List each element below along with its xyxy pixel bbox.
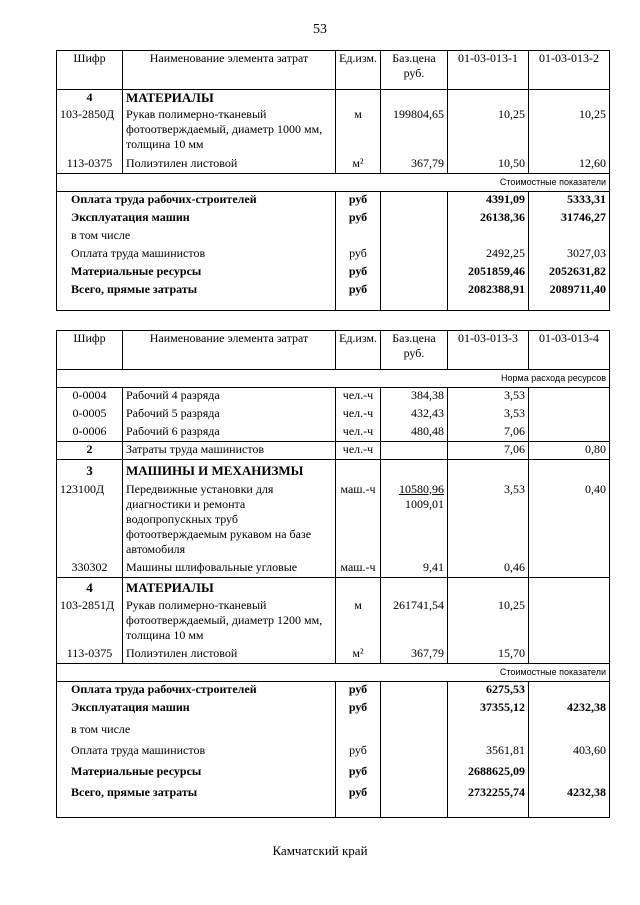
summary-value-b: 4232,38 (529, 700, 610, 722)
cell-value-a: 3,53 (448, 388, 529, 406)
cell-code: 113-0375 (57, 156, 123, 174)
cell-code: 330302 (57, 560, 123, 578)
cell-name: МАТЕРИАЛЫ (123, 578, 336, 598)
cell-name: Рукав полимерно-тканевый фотоотверждаемый, диаметр 1200 мм, толщина 10 мм (123, 598, 336, 646)
cell-name: Затраты труда машинистов (123, 442, 336, 460)
cell-value-b: 12,60 (529, 156, 610, 174)
header-col-b: 01-03-013-2 (529, 51, 610, 90)
header-col-b: 01-03-013-4 (529, 331, 610, 370)
cell-value-b (529, 388, 610, 406)
cell-unit: чел.-ч (336, 424, 381, 442)
cell-code: 3 (57, 460, 123, 482)
cell-value-a: 7,06 (448, 442, 529, 460)
summary-value-a: 2082388,91 (448, 282, 529, 300)
cost-table-2 (56, 330, 610, 818)
price-value-2: 1009,01 (405, 496, 444, 511)
cell-price (381, 482, 448, 560)
summary-name: в том числе (57, 228, 336, 246)
summary-value-a: 2492,25 (448, 246, 529, 264)
summary-row (57, 785, 610, 807)
header-code: Шифр (57, 331, 123, 370)
summary-row (57, 228, 610, 246)
summary-unit: руб (336, 282, 381, 300)
summary-row (57, 743, 610, 764)
cell-price: 432,43 (381, 406, 448, 424)
summary-value-a: 3561,81 (448, 743, 529, 764)
header-col-a: 01-03-013-3 (448, 331, 529, 370)
table-row (57, 646, 610, 664)
cell-price: 367,79 (381, 156, 448, 174)
cell-code: 2 (57, 442, 123, 460)
cell-name: МАШИНЫ И МЕХАНИЗМЫ (123, 460, 336, 482)
cell-value-b (529, 578, 610, 598)
cell-price (381, 460, 448, 482)
summary-value-a: 2688625,09 (448, 764, 529, 785)
page-number: 53 (313, 22, 327, 37)
cell-price: 384,38 (381, 388, 448, 406)
summary-value-b: 403,60 (529, 743, 610, 764)
summary-name: Эксплуатация машин (57, 210, 336, 228)
header-col-a: 01-03-013-1 (448, 51, 529, 90)
section-label: Стоимостные показатели (57, 174, 610, 192)
header-unit: Ед.изм. (336, 51, 381, 90)
summary-unit: руб (336, 700, 381, 722)
cell-price: 367,79 (381, 646, 448, 664)
summary-row (57, 210, 610, 228)
cell-code: 123100Д (57, 482, 123, 560)
cell-code: 113-0375 (57, 646, 123, 664)
cell-name: Полиэтилен листовой (123, 156, 336, 174)
table-row (57, 598, 610, 646)
cell-code: 0-0006 (57, 424, 123, 442)
cell-price: 480,48 (381, 424, 448, 442)
summary-unit: руб (336, 785, 381, 807)
table-row (57, 90, 610, 107)
summary-unit: руб (336, 264, 381, 282)
summary-value-a: 2051859,46 (448, 264, 529, 282)
summary-unit: руб (336, 210, 381, 228)
summary-row (57, 282, 610, 300)
summary-name: Всего, прямые затраты (57, 785, 336, 807)
cell-name: Рабочий 4 разряда (123, 388, 336, 406)
summary-name: Оплата труда рабочих-строителей (57, 682, 336, 701)
summary-row (57, 192, 610, 211)
cell-unit: чел.-ч (336, 442, 381, 460)
cell-unit: м² (336, 646, 381, 664)
cell-name: Рабочий 6 разряда (123, 424, 336, 442)
page-footer: Камчатский край (272, 843, 368, 858)
summary-unit: руб (336, 743, 381, 764)
cell-code: 0-0005 (57, 406, 123, 424)
cell-price: 261741,54 (381, 598, 448, 646)
cell-name: МАТЕРИАЛЫ (123, 90, 336, 107)
summary-unit: руб (336, 764, 381, 785)
summary-value-b: 31746,27 (529, 210, 610, 228)
cell-unit: чел.-ч (336, 406, 381, 424)
cell-value-a: 7,06 (448, 424, 529, 442)
cell-value-a: 10,25 (448, 107, 529, 156)
table-row (57, 482, 610, 560)
summary-row (57, 264, 610, 282)
cell-price: 9,41 (381, 560, 448, 578)
table-row (57, 156, 610, 174)
summary-unit: руб (336, 192, 381, 211)
summary-name: Оплата труда машинистов (57, 246, 336, 264)
cost-table-1 (56, 50, 610, 311)
cell-unit: м (336, 598, 381, 646)
cell-value-a: 0,46 (448, 560, 529, 578)
table-row (57, 406, 610, 424)
cell-unit: маш.-ч (336, 482, 381, 560)
summary-value-b: 2052631,82 (529, 264, 610, 282)
summary-value-b (529, 764, 610, 785)
cell-price (381, 442, 448, 460)
summary-name: Оплата труда рабочих-строителей (57, 192, 336, 211)
summary-unit: руб (336, 246, 381, 264)
cell-unit: м (336, 107, 381, 156)
cell-price (381, 578, 448, 598)
table-row (57, 388, 610, 406)
cell-value-a (448, 90, 529, 107)
section-label: Стоимостные показатели (57, 664, 610, 682)
cell-code: 4 (57, 90, 123, 107)
summary-value-b: 4232,38 (529, 785, 610, 807)
price-value: 10580,96 (399, 481, 444, 496)
summary-unit: руб (336, 682, 381, 701)
cell-value-b (529, 646, 610, 664)
cell-value-a (448, 460, 529, 482)
summary-value-a: 37355,12 (448, 700, 529, 722)
cell-name: Полиэтилен листовой (123, 646, 336, 664)
cell-name: Машины шлифовальные угловые (123, 560, 336, 578)
cell-value-a (448, 578, 529, 598)
summary-value-b: 2089711,40 (529, 282, 610, 300)
cell-value-b (529, 424, 610, 442)
cell-value-b (529, 406, 610, 424)
summary-value-b: 3027,03 (529, 246, 610, 264)
summary-row (57, 722, 610, 743)
cell-value-b (529, 460, 610, 482)
summary-row (57, 682, 610, 701)
summary-value-a: 4391,09 (448, 192, 529, 211)
cell-code: 0-0004 (57, 388, 123, 406)
cell-value-a: 10,50 (448, 156, 529, 174)
cell-value-a: 3,53 (448, 482, 529, 560)
cell-code: 103-2850Д (57, 107, 123, 156)
table-row (57, 442, 610, 460)
summary-row (57, 246, 610, 264)
summary-name: в том числе (57, 722, 336, 743)
cell-name: Передвижные установки для диагностики и ремонта водопропускных труб фотоотверждаемым рукавом на базе автомобиля (123, 482, 336, 560)
summary-value-b: 5333,31 (529, 192, 610, 211)
summary-value-a: 26138,36 (448, 210, 529, 228)
cell-price (381, 90, 448, 107)
cell-unit: чел.-ч (336, 388, 381, 406)
table-header (57, 51, 610, 90)
norm-label: Норма расхода ресурсов (57, 370, 610, 388)
cell-value-a: 3,53 (448, 406, 529, 424)
cell-unit (336, 90, 381, 107)
summary-value-a: 2732255,74 (448, 785, 529, 807)
summary-name: Материальные ресурсы (57, 264, 336, 282)
summary-value-a: 6275,53 (448, 682, 529, 701)
cell-name: Рукав полимерно-тканевый фотоотверждаемый, диаметр 1000 мм, толщина 10 мм (123, 107, 336, 156)
summary-name: Оплата труда машинистов (57, 743, 336, 764)
cell-name: Рабочий 5 разряда (123, 406, 336, 424)
summary-name: Материальные ресурсы (57, 764, 336, 785)
cell-value-b: 0,40 (529, 482, 610, 560)
summary-name: Эксплуатация машин (57, 700, 336, 722)
summary-value-b (529, 682, 610, 701)
summary-name: Всего, прямые затраты (57, 282, 336, 300)
table-row (57, 578, 610, 598)
table-row (57, 560, 610, 578)
cell-unit: маш.-ч (336, 560, 381, 578)
table-row (57, 460, 610, 482)
cell-unit: м² (336, 156, 381, 174)
cell-value-a: 10,25 (448, 598, 529, 646)
cell-price: 199804,65 (381, 107, 448, 156)
cell-value-b (529, 560, 610, 578)
table-row (57, 107, 610, 156)
table-row (57, 424, 610, 442)
table-header (57, 331, 610, 370)
cell-code: 4 (57, 578, 123, 598)
header-unit: Ед.изм. (336, 331, 381, 370)
summary-row (57, 700, 610, 722)
cell-value-b (529, 598, 610, 646)
cell-code: 103-2851Д (57, 598, 123, 646)
header-price: Баз.цена руб. (381, 331, 448, 370)
cell-value-b (529, 90, 610, 107)
cell-value-b: 0,80 (529, 442, 610, 460)
cell-value-a: 15,70 (448, 646, 529, 664)
cell-unit (336, 460, 381, 482)
header-code: Шифр (57, 51, 123, 90)
cell-value-b: 10,25 (529, 107, 610, 156)
header-name: Наименование элемента затрат (123, 51, 336, 90)
header-name: Наименование элемента затрат (123, 331, 336, 370)
summary-row (57, 764, 610, 785)
header-price: Баз.цена руб. (381, 51, 448, 90)
cell-unit (336, 578, 381, 598)
